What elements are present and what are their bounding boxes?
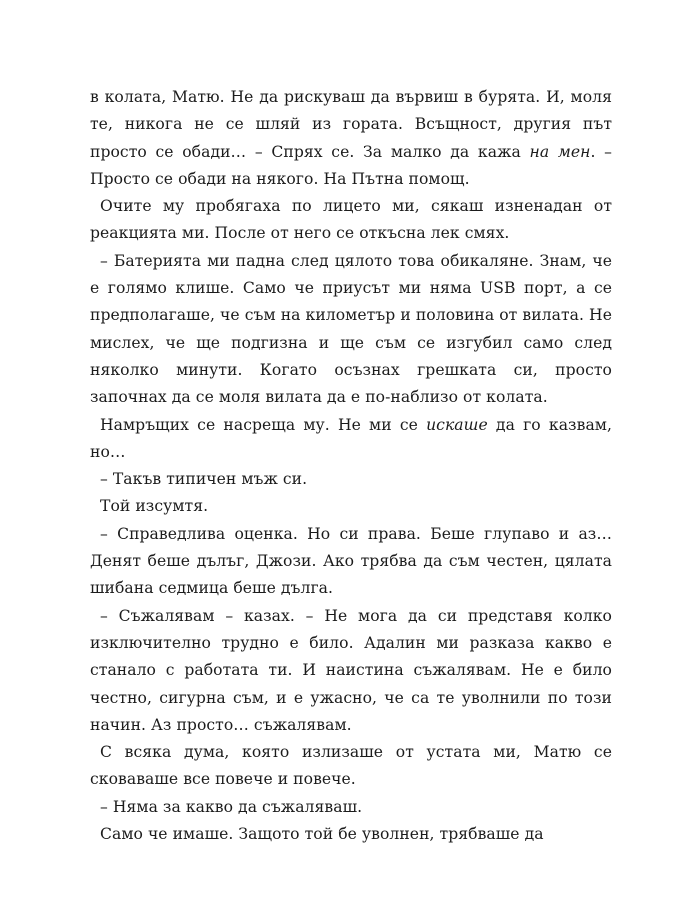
- paragraph: [90, 521, 612, 603]
- paragraph: [90, 248, 612, 412]
- text-span: – Батерията ми падна след цялото това обикаляне. Знам, че е голямо клише. Само че приусът ми няма USB порт, а се предполагаше, че съм на километър и половина от вилата. Не мислех, че ще подгизна и ще съм се изгубил само след няколко минути. Когато осъзнах грешката си, просто започнах да се моля вилата да е по-наблизо от колата.: [90, 251, 612, 407]
- paragraph: [90, 412, 612, 467]
- paragraph: [90, 466, 612, 493]
- text-span: . – Просто се обади на някого. На Пътна помощ.: [90, 142, 612, 188]
- italic-text-span: искаше: [426, 415, 488, 434]
- paragraph: [90, 493, 612, 520]
- text-span: – Справедлива оценка. Но си права. Беше глупаво и аз… Денят беше дълъг, Джози. Ако трябва да съм честен, цялата шибана седмица беше дълга.: [90, 524, 612, 598]
- text-span: да го казвам, но…: [90, 415, 612, 461]
- text-span: Той изсумтя.: [100, 497, 209, 516]
- text-span: Очите му пробягаха по лицето ми, сякаш изненадан от реакцията ми. После от него се откъсна лек смях.: [90, 197, 612, 243]
- text-span: – Няма за какво да съжаляваш.: [100, 797, 363, 816]
- text-span: в колата, Матю. Не да рискуваш да вървиш в бурята. И, моля те, никога не се шляй из гората. Всъщност, другия път просто се обади… – Спрях се. За малко да кажа: [90, 88, 612, 161]
- text-span: С всяка дума, която излизаше от устата ми, Матю се сковаваше все повече и повече.: [90, 743, 612, 789]
- paragraph: [90, 794, 612, 821]
- book-page-text: [90, 84, 612, 848]
- paragraph: [90, 603, 612, 739]
- paragraph: [90, 84, 612, 193]
- text-span: – Такъв типичен мъж си.: [100, 470, 308, 489]
- text-span: Само че имаше. Защото той бе уволнен, трябваше да: [100, 825, 544, 844]
- paragraph: [90, 739, 612, 794]
- paragraph: [90, 193, 612, 248]
- text-span: Намръщих се насреща му. Не ми се: [100, 415, 427, 434]
- text-span: – Съжалявам – казах. – Не мога да си представя колко изключително трудно е било. Адалин ми разказа какво е станало с работата ти. И наистина съжалявам. Не е било честно, сигурна съм, и е ужасно, че са те уволнили по този начин. Аз просто… съжалявам.: [90, 606, 612, 734]
- paragraph: [90, 821, 612, 848]
- italic-text-span: на мен: [529, 142, 591, 161]
